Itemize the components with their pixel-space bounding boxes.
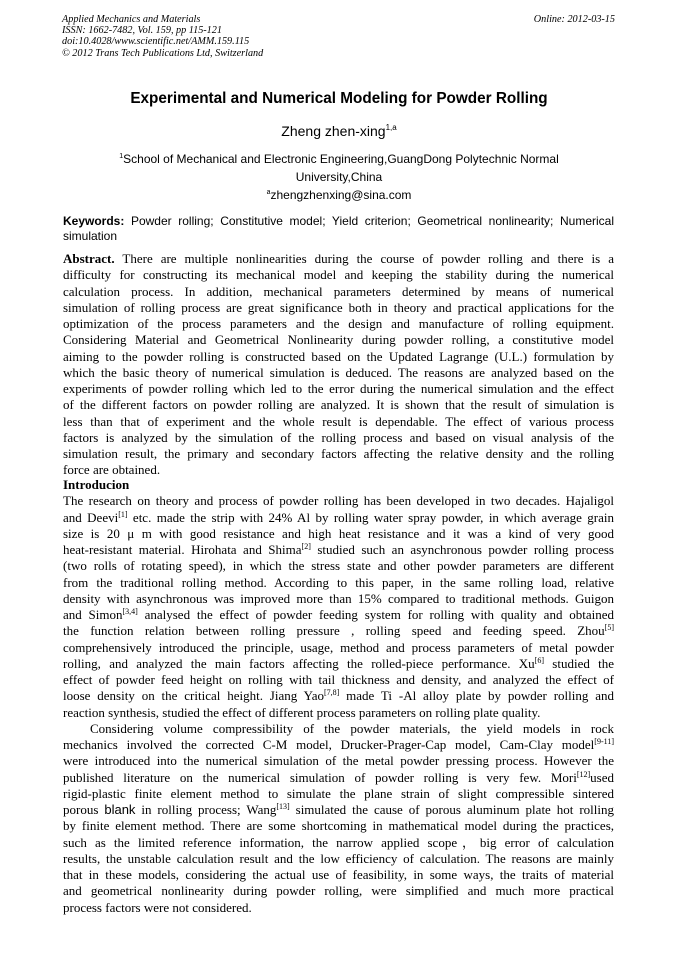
journal-header: [62, 14, 263, 59]
author-line: [0, 123, 678, 139]
keywords-text: Powder rolling; Constitutive model; Yield criterion; Geometrical nonlinearity; Numerical: [124, 214, 614, 228]
intro-line: from the traditional rolling method. According to this paper, in the same rolling load, relative: [63, 574, 614, 590]
intro-line: comprehensively introduced the principle, usage, method and process parameters of metal powder: [63, 639, 614, 655]
text: mechanics involved the corrected C-M model, Drucker-Prager-Cap model, Cam-Clay model: [63, 737, 595, 752]
abstract-line: optimization of the process parameters and the design and manufacture of rolling equipment.: [63, 316, 614, 331]
text: used: [590, 769, 614, 785]
abstract-line: force are obtained.: [63, 462, 161, 478]
keywords-line-1: [63, 214, 614, 229]
intro-line: [63, 607, 614, 623]
text: heat-resistant material. Hirohata and Shima: [63, 542, 302, 557]
intro-line: effect of powder feed height on rolling with tail thickness and density, and analyzed the effect of: [63, 672, 614, 687]
text: etc. made the strip with 24% Al by rolling water spray powder, in which average grain: [127, 509, 614, 525]
text: published literature on the numerical simulation of powder rolling is very few. Mori: [63, 769, 577, 785]
citation-3-4[interactable]: [3,4]: [122, 607, 138, 616]
intro-line: results, the unstable calculation result and the low efficiency of calculation. The reasons are mainly: [63, 850, 614, 866]
intro-line: such as the limited reference information, the narrow applied scope，big error of calculation: [63, 834, 614, 850]
author-sup: 1,a: [385, 123, 397, 132]
affiliation-sup: 1: [119, 153, 124, 160]
intro-line: [63, 542, 614, 558]
abstract-line: simulation of rolling process are great significance both in theory and practical applications for the: [63, 299, 614, 315]
intro-line: (two rolls of rotating speed), in which the stress state and other powder parameters are different: [63, 558, 614, 574]
text: in rolling process; Wang: [135, 802, 277, 817]
journal-name: Applied Mechanics and Materials: [62, 14, 201, 25]
abstract-line: difficulty for constructing its mechanical model and keeping the stability during the numerical: [63, 267, 614, 283]
affiliation: [0, 150, 678, 204]
email-line: [0, 186, 678, 204]
citation-5[interactable]: [5]: [604, 623, 614, 633]
text: loose density on the critical height. Jiang Yao: [63, 688, 324, 704]
citation-9-11[interactable]: [9-11]: [594, 737, 614, 746]
affiliation-line-1: [0, 150, 678, 168]
abstract-line: simulation result, the primary and secondary factors affecting the relative density and the rolling: [63, 446, 614, 461]
intro-line: [63, 656, 614, 672]
abstract-line: experiments of powder rolling which led to the error during the numerical simulation and the effect: [63, 381, 614, 396]
intro-line: Considering volume compressibility of the powder materials, the yield models in rock: [90, 720, 614, 736]
text: the function relation between rolling pressure , rolling speed and feeding speed. Zhou: [63, 623, 605, 639]
affiliation-text: School of Mechanical and Electronic Engineering,GuangDong Polytechnic Normal: [123, 152, 559, 166]
citation-12[interactable]: [12]: [576, 769, 591, 779]
author-name: Zheng zhen-xing: [281, 123, 386, 139]
intro-line: and geometrical nonlinearity during powder rolling, were simplified and much more practical: [63, 883, 614, 899]
intro-line: The research on theory and process of powder rolling has been developed in two decades. Hajaligol: [63, 493, 614, 509]
online-date: Online: 2012-03-15: [533, 14, 615, 25]
citation-13[interactable]: [13]: [276, 802, 290, 811]
intro-line: [63, 737, 614, 753]
citation-1[interactable]: [1]: [118, 509, 128, 519]
paper-title: Experimental and Numerical Modeling for Powder Rolling: [130, 90, 548, 107]
text: rolling, and analyzed the main factors affecting the rolled-piece performance. Xu: [63, 655, 535, 671]
keywords: [63, 214, 614, 244]
text: and Deevi: [63, 509, 119, 525]
intro-line: process factors were not considered.: [63, 899, 252, 915]
intro-line: size is 20 μ m with good resistance and high heat resistance and it was a kind of very good: [63, 525, 614, 541]
abstract-line: less than that of experiment and the whole result is dependable. The effect of various process: [63, 413, 614, 429]
intro-line: were introduced into the numerical simulation of the metal powder pressing process. However the: [63, 753, 614, 769]
intro-line: rigid-plastic finite element method to simulate the plane strain of slight compressible sintered: [63, 785, 614, 801]
abstract-line: [63, 251, 614, 267]
email-sup: a: [266, 189, 271, 196]
doi-line: doi:10.4028/www.scientific.net/AMM.159.115: [62, 36, 250, 48]
abstract-label: Abstract.: [63, 251, 115, 266]
text-sans: blank: [104, 802, 136, 817]
text: analysed the effect of powder feeding system for rolling with quality and obtained: [137, 607, 614, 622]
email-link[interactable]: zhengzhenxing@sina.com: [270, 188, 412, 202]
keywords-line-2: simulation: [63, 229, 118, 243]
introduction-section: [63, 477, 614, 916]
abstract: [63, 251, 614, 479]
intro-line: density with asynchronous was improved more than 15% compared to traditional methods. Guigon: [63, 590, 614, 606]
intro-line: [63, 623, 614, 639]
intro-line: by finite element method. There are some shortcoming in mathematical model during the practices,: [63, 818, 614, 834]
abstract-line: aiming to the powder rolling is constructed based on the Updated Lagrange (U.L.) formulation by: [63, 348, 614, 364]
text: and Simon: [63, 607, 123, 622]
text: studied the: [544, 655, 614, 671]
affiliation-line-2: University,China: [295, 170, 383, 184]
issn-line: ISSN: 1662-7482, Vol. 159, pp 115-121: [62, 25, 222, 37]
text: made Ti -Al alloy plate by powder rolling and: [339, 688, 614, 704]
abstract-line: calculation process. In addition, mechanical parameters determined by means of numerical: [63, 283, 614, 299]
abstract-line: of the different factors on powder rolling are analyzed. It is shown that the result of simulation is: [63, 397, 614, 413]
text: studied such an asynchronous powder rolling process: [310, 542, 614, 557]
intro-line: [63, 510, 614, 526]
text: porous: [63, 802, 105, 817]
intro-line: reaction synthesis, studied the effect of different process parameters on rolling plate quality.: [63, 704, 541, 720]
intro-line: that in these models, considering the actual use of feasibility, in some ways, the traits of material: [63, 867, 614, 882]
abstract-text: There are multiple nonlinearities during the course of powder rolling and there is a: [114, 251, 614, 266]
abstract-line: which the basic theory of numerical simulation is deduced. The reasons are analyzed based on the: [63, 364, 614, 380]
abstract-line: factors is analyzed by the simulation of the rolling process and based on visual analysis of the: [63, 429, 614, 445]
intro-line: [63, 802, 614, 818]
citation-2[interactable]: [2]: [301, 542, 311, 551]
citation-7-8[interactable]: [7,8]: [323, 688, 340, 698]
citation-6[interactable]: [6]: [534, 655, 544, 665]
intro-line: [63, 770, 614, 786]
copyright-line: © 2012 Trans Tech Publications Ltd, Switzerland: [62, 47, 264, 59]
section-heading: Introducion: [63, 477, 130, 492]
text: simulated the cause of porous aluminum plate hot rolling: [289, 802, 614, 817]
keywords-label: Keywords:: [63, 214, 125, 228]
abstract-line: Considering Material and Geometrical Nonlinearity during powder rolling, a constitutive model: [63, 332, 614, 348]
intro-line: [63, 688, 614, 704]
